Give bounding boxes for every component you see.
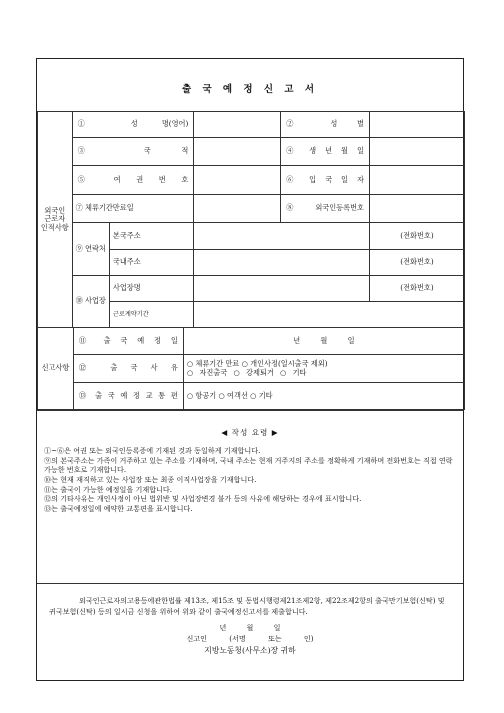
guide-item: ⑩는 현재 재직하고 있는 사업장 또는 최종 이직사업장을 기재합니다.	[44, 474, 257, 484]
home-addr-label: 본국주소	[109, 223, 193, 250]
alien-reg-field[interactable]	[369, 195, 464, 223]
stay-expiry-label: ⑦ 체류기간만료일	[72, 195, 194, 223]
guide-item: ①~⑥은 여권 또는 외국인등록증에 기재된 것과 동일하게 기재합니다.	[44, 446, 261, 455]
guide-item: ⑨의 본국주소는 가족이 거주하고 있는 주소를 기재하며, 국내 주소는 현재 거주지의 주소를 정확하게 기재하며 전화번호는 직접 연락가능한 번호로 기재합니다.	[44, 455, 453, 475]
name-label: ① 성 명(영어)	[72, 112, 194, 138]
guide-item: ⑬는 출국예정일에 예약한 교통편을 표시합니다.	[44, 503, 193, 513]
nationality-field[interactable]	[194, 138, 281, 166]
nationality-label: ③ 국 적	[72, 138, 194, 166]
transport-label: ⑬ 출 국 예 정 교 통 편	[73, 383, 183, 410]
contract-period-field[interactable]	[194, 302, 465, 328]
reason-options[interactable]	[183, 355, 464, 383]
transport-options[interactable]: ○ 항공기 ○ 여객선 ○ 기타	[183, 383, 464, 410]
form-title: 출 국 예 정 신 고 서	[181, 84, 319, 95]
stay-expiry-field[interactable]	[194, 195, 281, 223]
home-phone-label: (전화번호)	[369, 223, 464, 250]
departure-date-field[interactable]: 년 월 일	[183, 328, 464, 355]
entry-date-field[interactable]	[369, 166, 464, 195]
birth-label: ④ 생 년 월 일	[281, 138, 370, 166]
reason-options-line1[interactable]: ○ 체류기간 만료 ○ 개인사정(일시출국 제외)	[186, 358, 328, 368]
sex-label: ② 성 별	[281, 112, 370, 138]
worker-section-label: 외국인 근로자 인적사항	[38, 112, 73, 328]
passport-field[interactable]	[194, 166, 281, 195]
business-phone-label: (전화번호)	[369, 276, 464, 302]
korea-addr-label: 국내주소	[109, 250, 193, 276]
korea-phone-label: (전화번호)	[369, 250, 464, 276]
guide-item: ⑪는 출국이 가능한 예정일을 기재합니다.	[44, 484, 173, 494]
home-addr-field[interactable]	[194, 223, 370, 250]
name-field[interactable]	[194, 112, 281, 138]
guide-item: ⑫의 기타사유는 개인사정이 아닌 법위반 및 사업장변경 불가 등의 사유에 해당하는 경우에 표시합니다.	[44, 494, 362, 504]
guide-body	[44, 446, 453, 513]
declaration-text: 외국인근로자의고용등에관한법률 제13조, 제15조 및 동법시행령제21조제2항, 제22조제2항의 출국만기보험(신탁) 및 귀국보험(신탁) 등의 일시금 신청을 위하여 위와 같이 출국예정신고서를 제출합니다.	[49, 596, 445, 616]
korea-addr-field[interactable]	[194, 250, 370, 276]
reason-label: ⑫ 출 국 사 유	[73, 355, 183, 383]
report-section-label: 신고사항	[38, 328, 74, 410]
reason-options-line2[interactable]: ○ 자진출국 ○ 강제퇴거 ○ 기타	[186, 367, 307, 377]
contact-label: ⑨ 연락처	[72, 223, 109, 276]
business-name-field[interactable]	[194, 276, 370, 302]
addressee: 지방노동청(사무소)장 귀하	[204, 645, 296, 655]
worker-info-table	[37, 111, 465, 328]
birth-field[interactable]	[369, 138, 464, 166]
workplace-label: ⑩ 사업장	[72, 276, 109, 328]
alien-reg-label: ⑧ 외국인등록번호	[281, 195, 370, 223]
sex-field[interactable]	[369, 112, 464, 138]
guide-section	[37, 410, 463, 584]
entry-date-label: ⑥ 입 국 일 자	[281, 166, 370, 195]
departure-date-label: ⑪ 출 국 예 정 일	[73, 328, 183, 355]
declaration-section	[37, 582, 463, 656]
form-frame	[36, 58, 464, 681]
contract-period-label: 근로계약기간	[109, 302, 193, 328]
business-name-label: 사업장명	[109, 276, 193, 302]
guide-title: ◀ 작성 요령 ▶	[221, 428, 279, 437]
reporter-signature[interactable]: 신고인 (서명 또는 인)	[186, 633, 314, 643]
passport-label: ⑤ 여 권 번 호	[72, 166, 194, 195]
declaration-date[interactable]: 년 월 일	[219, 623, 281, 633]
report-table	[37, 327, 465, 410]
